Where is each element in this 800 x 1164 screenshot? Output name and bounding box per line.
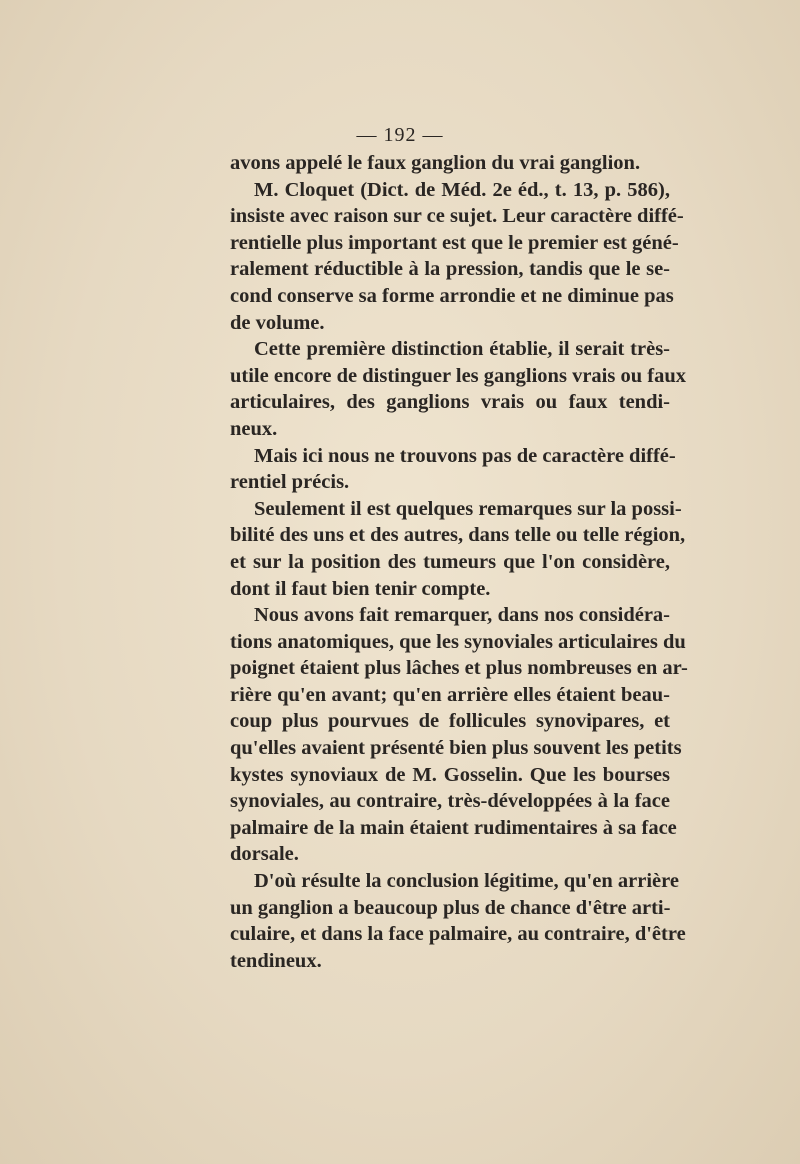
text-line: neux. bbox=[230, 417, 278, 440]
paragraph bbox=[230, 868, 686, 974]
text-line: de volume. bbox=[230, 311, 325, 334]
paragraph bbox=[230, 336, 686, 442]
text-line: coup plus pourvues de follicules synovipares, et bbox=[230, 710, 670, 733]
text-line: palmaire de la main étaient rudimentaires à sa face bbox=[230, 816, 677, 839]
text-line: utile encore de distinguer les ganglions vrais ou faux bbox=[230, 364, 686, 387]
text-line: insiste avec raison sur ce sujet. Leur caractère diffé- bbox=[230, 205, 684, 228]
text-line: cond conserve sa forme arrondie et ne diminue pas bbox=[230, 284, 674, 307]
text-line: qu'elles avaient présenté bien plus souvent les petits bbox=[230, 737, 682, 760]
text-line: dont il faut bien tenir compte. bbox=[230, 577, 491, 600]
text-line: rentielle plus important est que le premier est géné- bbox=[230, 231, 679, 254]
text-line: D'où résulte la conclusion légitime, qu'en arrière bbox=[254, 870, 679, 893]
paragraph bbox=[230, 150, 670, 177]
text-line: M. Cloquet (Dict. de Méd. 2e éd., t. 13, p. 586), bbox=[254, 178, 670, 201]
text-line: articulaires, des ganglions vrais ou faux tendi- bbox=[230, 391, 670, 414]
text-line: et sur la position des tumeurs que l'on considère, bbox=[230, 550, 670, 573]
text-line: tions anatomiques, que les synoviales articulaires du bbox=[230, 630, 686, 653]
text-line: un ganglion a beaucoup plus de chance d'être arti- bbox=[230, 896, 671, 919]
text-line: ralement réductible à la pression, tandis que le se- bbox=[230, 258, 670, 281]
text-line: Seulement il est quelques remarques sur la possi- bbox=[254, 497, 682, 520]
text-line: avons appelé le faux ganglion du vrai ganglion. bbox=[230, 152, 641, 174]
paragraph bbox=[230, 443, 676, 496]
text-line: Cette première distinction établie, il serait très- bbox=[254, 338, 670, 361]
text-line: tendineux. bbox=[230, 949, 322, 972]
body-text bbox=[230, 150, 688, 974]
page-number: — 192 — bbox=[356, 124, 444, 146]
text-line: kystes synoviaux de M. Gosselin. Que les bourses bbox=[230, 763, 670, 786]
text-line: Mais ici nous ne trouvons pas de caractère diffé- bbox=[254, 444, 676, 467]
text-line: Nous avons fait remarquer, dans nos considéra- bbox=[254, 604, 670, 627]
paragraph bbox=[230, 496, 686, 602]
text-line: bilité des uns et des autres, dans telle ou telle région, bbox=[230, 524, 686, 547]
text-line: dorsale. bbox=[230, 843, 299, 866]
text-line: synoviales, au contraire, très-développées à la face bbox=[230, 790, 670, 813]
text-line: poignet étaient plus lâches et plus nombreuses en ar- bbox=[230, 657, 688, 680]
text-line: rentiel précis. bbox=[230, 471, 350, 494]
paragraph bbox=[230, 602, 688, 868]
text-line: culaire, et dans la face palmaire, au contraire, d'être bbox=[230, 923, 686, 946]
text-line: rière qu'en avant; qu'en arrière elles étaient beau- bbox=[230, 683, 670, 706]
paragraph bbox=[230, 177, 684, 337]
